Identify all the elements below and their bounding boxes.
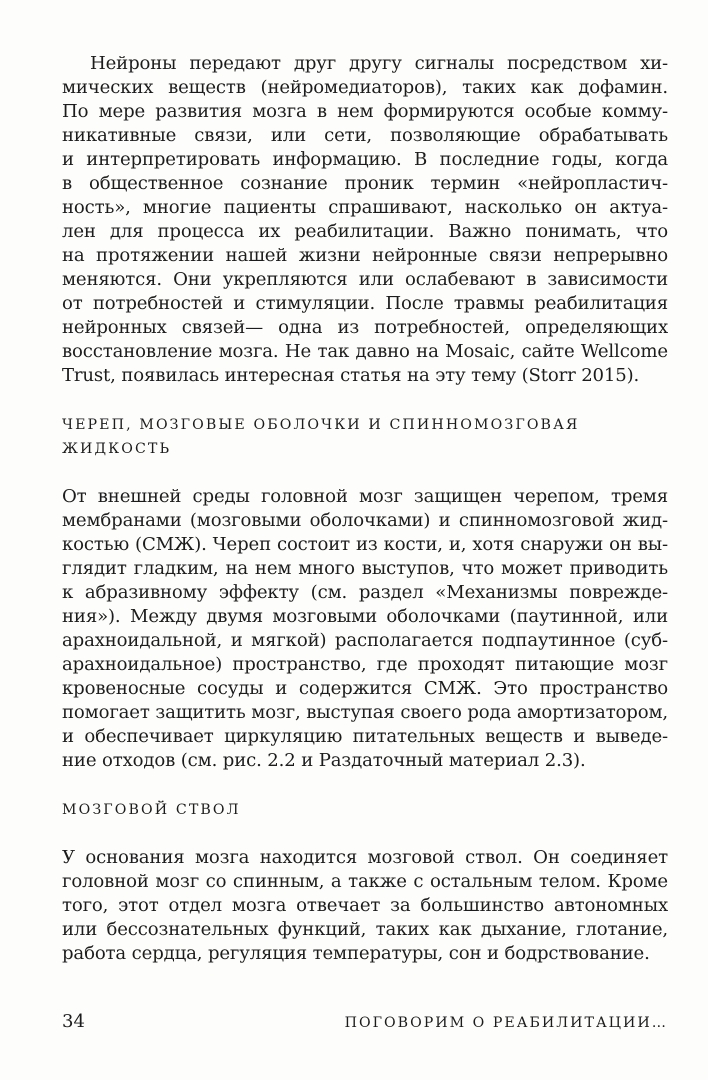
- text-line: ния»). Между двумя мозговыми оболочками (паутинной, или: [62, 606, 668, 627]
- text-line: кровеносные сосуды и содержится СМЖ. Это пространство: [62, 678, 668, 699]
- text-line: и интерпретировать информацию. В последние годы, когда: [62, 149, 668, 170]
- text-line: или бессознательных функций, таких как дыхание, глотание,: [62, 919, 668, 940]
- text-line: головной мозг со спинным, а также с остальным телом. Кроме: [62, 871, 668, 892]
- text-line: мембранами (мозговыми оболочками) и спинномозговой жид-: [62, 510, 668, 531]
- heading-line: ЖИДКОСТЬ: [62, 441, 172, 457]
- text-line: помогает защитить мозг, выступая своего рода амортизатором,: [62, 702, 668, 723]
- text-line: меняются. Они укрепляются или ослабевают в зависимости: [62, 269, 668, 290]
- text-line: ние отходов (см. рис. 2.2 и Раздаточный материал 2.3).: [62, 750, 586, 771]
- text-line: того, этот отдел мозга отвечает за большинство автономных: [62, 895, 668, 916]
- text-line: ность», многие пациенты спрашивают, насколько он актуа-: [62, 197, 668, 218]
- text-line: По мере развития мозга в нем формируются особые комму-: [62, 101, 668, 122]
- text-line: лен для процесса их реабилитации. Важно понимать, что: [62, 221, 668, 242]
- text-line: к абразивному эффекту (см. раздел «Механизмы поврежде-: [62, 582, 668, 603]
- running-title: ПОГОВОРИМ О РЕАБИЛИТАЦИИ…: [344, 1015, 668, 1031]
- text-line: От внешней среды головной мозг защищен черепом, тремя: [62, 486, 668, 507]
- text-line: Trust, появилась интересная статья на эту тему (Storr 2015).: [62, 365, 640, 386]
- section-heading-brainstem: МОЗГОВОЙ СТВОЛ: [62, 802, 241, 818]
- text-line: Нейроны передают друг другу сигналы посредством хи-: [90, 53, 668, 74]
- text-line: арахноидальное) пространство, где проходят питающие мозг: [62, 654, 668, 675]
- text-line: костью (СМЖ). Череп состоит из кости, и, хотя снаружи он вы-: [62, 534, 668, 555]
- heading-line: ЧЕРЕП, МОЗГОВЫЕ ОБОЛОЧКИ И СПИННОМОЗГОВАЯ: [62, 417, 580, 433]
- text-line: У основания мозга находится мозговой ствол. Он соединяет: [62, 847, 668, 868]
- page-number: 34: [62, 1011, 85, 1032]
- text-line: и обеспечивает циркуляцию питательных веществ и выведе-: [62, 726, 668, 747]
- text-line: нейронных связей— одна из потребностей, определяющих: [62, 317, 668, 338]
- text-line: на протяжении нашей жизни нейронные связи непрерывно: [62, 245, 668, 266]
- text-line: арахноидальной, и мягкой) располагается подпаутинное (суб-: [62, 630, 668, 651]
- text-line: глядит гладким, на нем много выступов, что может приводить: [62, 558, 668, 579]
- text-line: никативные связи, или сети, позволяющие обрабатывать: [62, 125, 668, 146]
- text-line: в общественное сознание проник термин «нейропластич-: [62, 173, 668, 194]
- text-line: от потребностей и стимуляции. После травмы реабилитация: [62, 293, 668, 314]
- text-line: работа сердца, регуляция температуры, сон и бодрствование.: [62, 943, 650, 964]
- text-line: восстановление мозга. Не так давно на Mosaic, сайте Wellcome: [62, 341, 668, 362]
- text-line: мических веществ (нейромедиаторов), таких как дофамин.: [62, 77, 668, 98]
